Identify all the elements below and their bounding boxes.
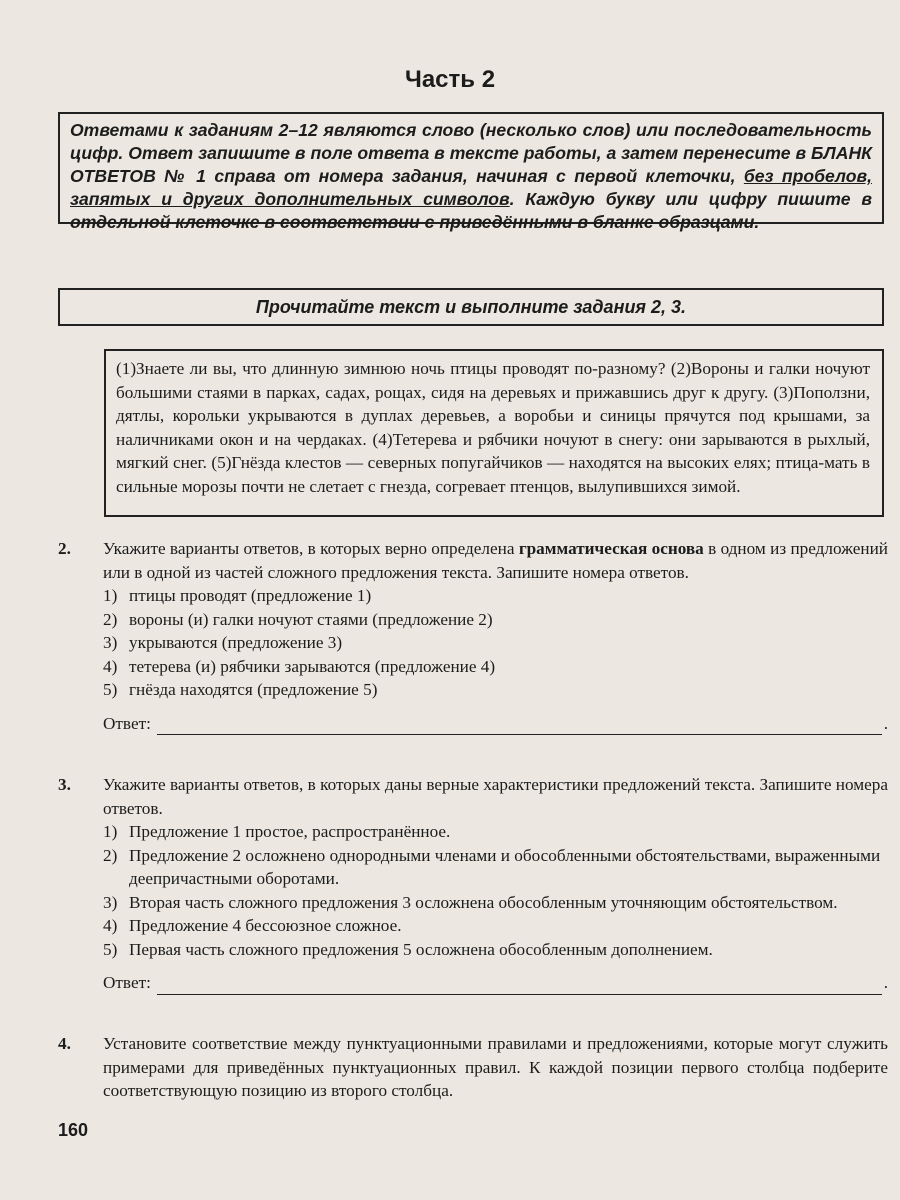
- answer-label: Ответ:: [103, 713, 151, 733]
- question-3: [58, 773, 888, 995]
- question-text-part: Укажите варианты ответов, в которых верно определена: [103, 539, 519, 558]
- option: [103, 820, 888, 844]
- option-number: 2): [103, 845, 118, 865]
- option: [103, 844, 888, 891]
- question-number: 2.: [58, 539, 71, 558]
- answer-period: .: [883, 973, 888, 992]
- option: [103, 891, 888, 915]
- question-bold-term: грамматическая основа: [518, 539, 704, 558]
- option-text: вороны (и) галки ночуют стаями (предложение 2): [129, 609, 493, 629]
- question-text: [103, 537, 888, 584]
- option: [103, 655, 888, 679]
- option-text: Первая часть сложного предложения 5 осложнена обособленным дополнением.: [129, 939, 713, 959]
- answer-line[interactable]: [157, 978, 882, 995]
- question-2: [58, 537, 888, 735]
- option-number: 3): [103, 892, 118, 912]
- instructions-text-1: Ответами к заданиям 2–12 являются слово (несколько слов) или последовательность цифр. Ответ запишите в поле ответа в тексте работы, а затем перенесите в БЛАНК ОТВЕТОВ № 1 справа от номера задания, начиная с первой клеточки,: [70, 120, 872, 186]
- option-text: Предложение 4 бессоюзное сложное.: [129, 916, 402, 935]
- task-header: Прочитайте текст и выполните задания 2, 3.: [58, 288, 884, 326]
- option-text: Предложение 2 осложнено однородными членами и обособленными обстоятельствами, выраженными деепричастными оборотами.: [129, 845, 881, 888]
- part-title: Часть 2: [404, 66, 496, 93]
- option: [103, 631, 888, 655]
- page-number: 160: [58, 1120, 89, 1140]
- instructions-box: [58, 112, 884, 232]
- question-text: Установите соответствие между пунктуационными правилами и предложениями, которые могут служить примерами для приведённых пунктуационных правил. К каждой позиции первого столбца подберите соответствующую позицию из второго столбца.: [103, 1034, 888, 1100]
- option-number: 3): [103, 633, 118, 652]
- option-number: 4): [103, 916, 118, 935]
- option: [103, 584, 888, 608]
- option: [103, 608, 888, 632]
- option-text: Предложение 1 простое, распространённое.: [129, 822, 451, 841]
- answer-field[interactable]: [103, 971, 888, 995]
- question-text: Укажите варианты ответов, в которых даны верные характеристики предложений текста. Запишите номера ответов.: [103, 775, 888, 818]
- option-number: 5): [103, 680, 118, 699]
- instructions-text-2: . Каждую букву или цифру пишите в отдельной клеточке в соответствии с приведёнными в бланке образцами.: [70, 189, 872, 232]
- reading-text: (1)Знаете ли вы, что длинную зимнюю ночь птицы проводят по-разному? (2)Вороны и галки ночуют большими стаями в парках, садах, рощах, сидя на деревьях и прижавшись друг к другу. (3)Поползни, дятлы, корольки укрываются в дуплах деревьев, а воробьи и синицы прячутся под крышами, за наличниками окон и на чердаках. (4)Тетерева и рябчики ночуют в снегу: они зарываются в рыхлый, мягкий снег. (5)Гнёзда клестов — северных попугайчиков — находятся на высоких елях; птица-мать в сильные морозы почти не слетает с гнезда, согревает птенцов, вылупившихся зимой.: [104, 349, 884, 517]
- question-4: [58, 1032, 888, 1103]
- option-number: 2): [103, 609, 118, 629]
- answer-period: .: [883, 713, 888, 733]
- option-number: 4): [103, 656, 118, 676]
- instructions-underlined: без пробелов, запятых и других дополнительных символов: [70, 166, 872, 209]
- question-text-part: в одном из предложений или в одной из частей сложного предложения текста. Запишите номера ответов.: [103, 539, 888, 582]
- option-text: птицы проводят (предложение 1): [129, 586, 372, 605]
- option-number: 1): [103, 822, 118, 841]
- option-text: укрываются (предложение 3): [129, 633, 343, 652]
- answer-line[interactable]: [157, 718, 882, 735]
- option-text: тетерева (и) рябчики зарываются (предложение 4): [129, 656, 496, 676]
- answer-label: Ответ:: [103, 973, 151, 992]
- answer-field[interactable]: [103, 712, 888, 736]
- option-number: 1): [103, 586, 118, 605]
- option: [103, 678, 888, 702]
- question-number: 4.: [58, 1034, 71, 1053]
- option-number: 5): [103, 939, 118, 959]
- option-text: Вторая часть сложного предложения 3 осложнена обособленным уточняющим обстоятельством.: [129, 892, 838, 912]
- option: [103, 938, 888, 962]
- question-number: 3.: [58, 775, 71, 794]
- option: [103, 914, 888, 938]
- option-text: гнёзда находятся (предложение 5): [129, 680, 378, 699]
